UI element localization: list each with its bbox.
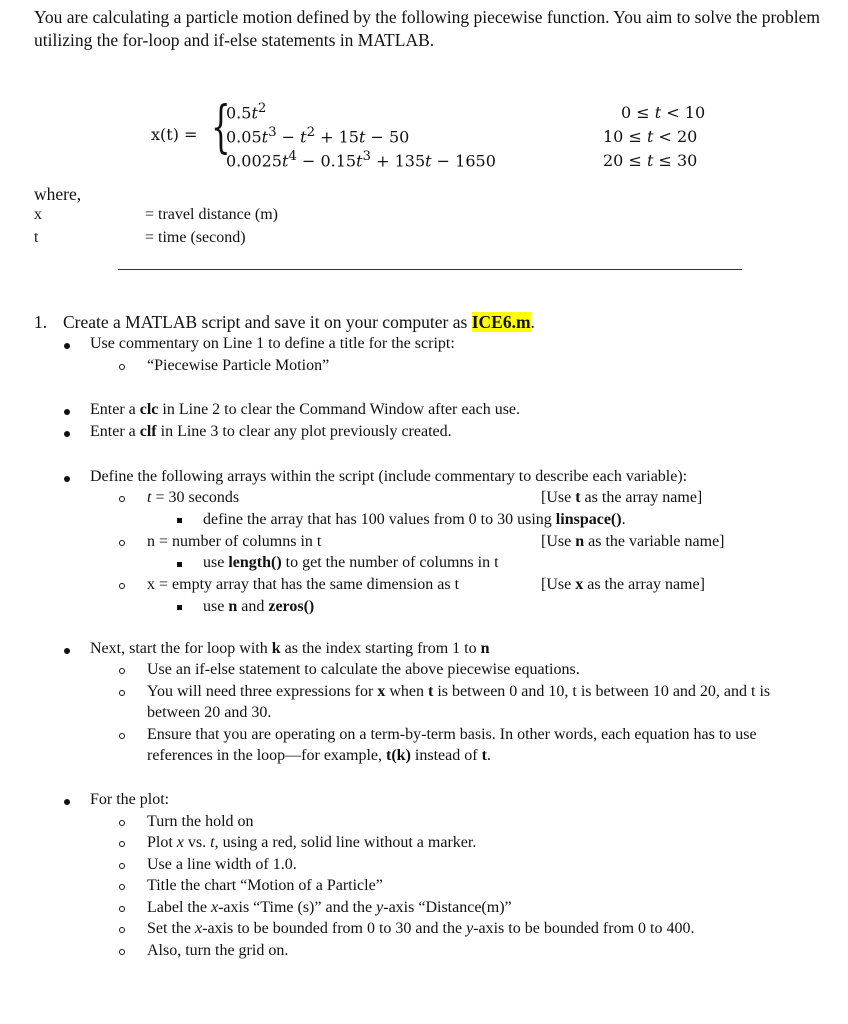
bullet-dot <box>64 799 70 805</box>
sub-bullet-circle <box>119 496 125 502</box>
for-loop-if-else: Use an if-else statement to calculate the above piecewise equations. <box>147 661 580 678</box>
bullet-dot <box>64 476 70 482</box>
sub-bullet-circle <box>119 668 125 674</box>
array-x-definition: x = empty array that has the same dimension as t <box>147 576 460 593</box>
bullet-dot <box>64 648 70 654</box>
plot-hold-on: Turn the hold on <box>147 813 254 830</box>
section-heading-text: Create a MATLAB script and save it on your computer as <box>63 312 468 332</box>
array-t-definition: t = 30 seconds <box>147 489 240 506</box>
where-desc-x: = travel distance (m) <box>145 206 278 223</box>
bullet-dot <box>64 409 70 415</box>
variable-n-note: [Use n as the variable name] <box>541 533 725 550</box>
plot-line-width: Use a line width of 1.0. <box>147 856 297 873</box>
script-title-value: “Piecewise Particle Motion” <box>147 357 330 374</box>
array-x-note: [Use x as the array name] <box>541 576 705 593</box>
variable-n-definition: n = number of columns in t <box>147 533 322 550</box>
plot-grid-on: Also, turn the grid on. <box>147 942 289 959</box>
where-desc-t: = time (second) <box>145 229 246 246</box>
for-loop-three-expressions: You will need three expressions for x when t is between 0 and 10, t is between 10 and 20, and t is <box>147 683 771 700</box>
where-symbol-x: x <box>34 206 42 223</box>
bullet-script-title: Use commentary on Line 1 to define a title for the script: <box>90 335 455 352</box>
equation-brace: { <box>211 95 231 160</box>
bullet-clf: Enter a clf in Line 3 to clear any plot previously created. <box>90 423 452 440</box>
square-bullet <box>177 562 182 567</box>
equation-case-3-expr: $0.0025t^4 - 0.15t^3 + 135t - 1650$ <box>226 149 496 171</box>
square-bullet <box>177 518 182 523</box>
sub-bullet-circle <box>119 583 125 589</box>
sub-bullet-circle <box>119 906 125 912</box>
equation-case-1-expr: $0.5t^2$ <box>226 101 267 123</box>
bullet-define-arrays: Define the following arrays within the script (include commentary to describe each variable): <box>90 468 688 485</box>
section-heading-period: . <box>530 312 535 332</box>
plot-axis-labels: Label the x-axis “Time (s)” and the y-axis “Distance(m)” <box>147 899 512 916</box>
plot-title: Title the chart “Motion of a Particle” <box>147 877 383 894</box>
for-loop-term-by-term-cont: references in the loop—for example, t(k) instead of t. <box>147 747 491 764</box>
plot-axis-bounds: Set the x-axis to be bounded from 0 to 30 and the y-axis to be bounded from 0 to 400. <box>147 920 695 937</box>
sub-bullet-circle <box>119 733 125 739</box>
for-loop-term-by-term: Ensure that you are operating on a term-by-term basis. In other words, each equation has to use <box>147 726 757 743</box>
array-t-instruction: define the array that has 100 values from 0 to 30 using linspace(). <box>203 511 626 528</box>
bullet-for-loop: Next, start the for loop with k as the index starting from 1 to n <box>90 640 490 657</box>
sub-bullet-circle <box>119 863 125 869</box>
section-number: 1. <box>34 312 48 332</box>
for-loop-three-expressions-cont: between 20 and 30. <box>147 704 272 721</box>
equation-case-2-expr: $0.05t^3 - t^2 + 15t - 50$ <box>226 125 410 147</box>
bullet-dot <box>64 343 70 349</box>
where-label: where, <box>34 184 82 204</box>
bullet-clc: Enter a clc in Line 2 to clear the Command Window after each use. <box>90 401 521 418</box>
square-bullet <box>177 605 182 610</box>
sub-bullet-circle <box>119 540 125 546</box>
section-heading <box>63 312 535 333</box>
equation-lhs: x(t) = <box>151 125 198 144</box>
plot-line-style: Plot x vs. t, using a red, solid line without a marker. <box>147 834 477 851</box>
where-symbol-t: t <box>34 229 39 246</box>
filename-highlight: ICE6.m <box>471 312 531 332</box>
sub-bullet-circle <box>119 820 125 826</box>
sub-bullet-circle <box>119 927 125 933</box>
equation-case-1-cond: 0 ≤ t < 10 <box>621 103 706 122</box>
bullet-plot: For the plot: <box>90 791 170 808</box>
variable-n-instruction: use length() to get the number of columns in t <box>203 554 499 571</box>
equation-case-2-cond: 10 ≤ t < 20 <box>603 127 698 146</box>
array-t-note: [Use t as the array name] <box>541 489 703 506</box>
intro-paragraph: You are calculating a particle motion defined by the following piecewise function. You aim to solve the problem utilizing the for-loop and if-else statements in MATLAB. <box>34 7 821 50</box>
bullet-dot <box>64 431 70 437</box>
sub-bullet-circle <box>119 884 125 890</box>
sub-bullet-circle <box>119 364 125 370</box>
sub-bullet-circle <box>119 690 125 696</box>
sub-bullet-circle <box>119 841 125 847</box>
divider-line <box>118 269 742 270</box>
array-x-instruction: use n and zeros() <box>203 598 315 615</box>
equation-case-3-cond: 20 ≤ t ≤ 30 <box>603 151 698 170</box>
sub-bullet-circle <box>119 949 125 955</box>
